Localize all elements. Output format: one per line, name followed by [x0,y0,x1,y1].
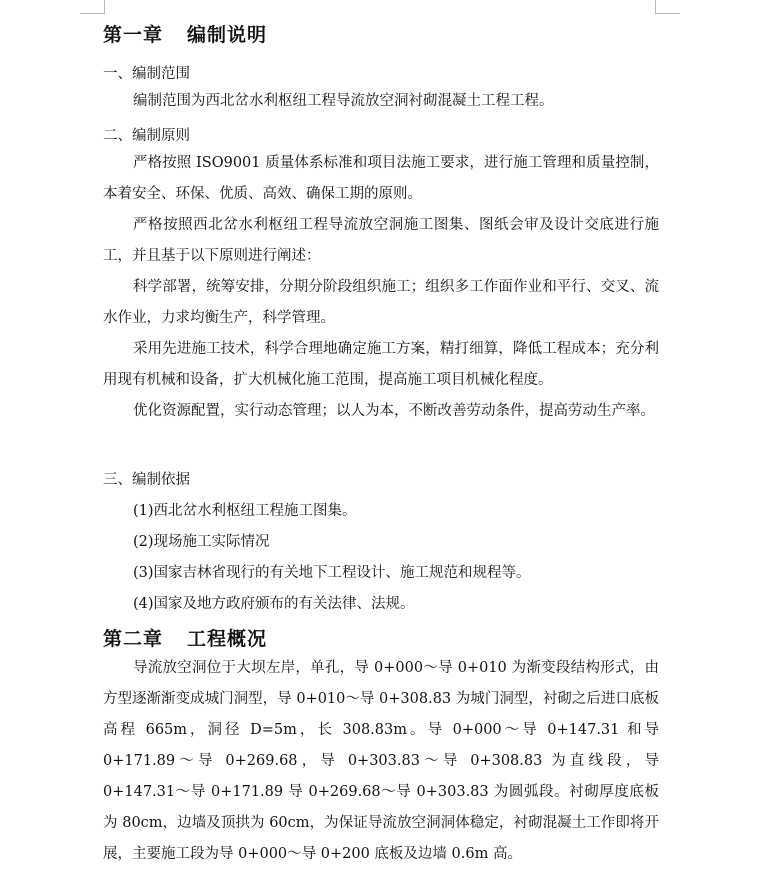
section-heading-principles: 二、编制原则 [103,128,190,144]
paragraph-scope: 编制范围为西北岔水利枢纽工程导流放空洞衬砌混凝土工程工程。 [133,93,554,109]
chapter-2-number: 第二章 [103,628,164,650]
list-item: (4)国家及地方政府颁布的有关法律、法规。 [133,596,415,612]
paragraph-overview: 导流放空洞位于大坝左岸，单孔，导 0+000～导 0+010 为渐变段结构形式，由方型逐渐渐变成城门洞型，导 0+010～导 0+308.83 为城门洞型，衬砌之后进口底板高程 665m，洞径 D=5m，长 308.83m。导 0+000～导 0+147.31 和导 0+171.89～导 0+269.68，导 0+303.83～导 0+308.83 为直线段，导 0+147.31～导 0+171.89 导 0+269.68～导 0+303.83 为圆弧段。衬砌厚度底板为 80cm，边墙及顶拱为 60cm，为保证导流放空洞洞体稳定，衬砌混凝土工作即将开展，主要施工段为导 0+000～导 0+200 底板及边墙 0.6m 高。 [103,660,659,862]
list-item: (2)现场施工实际情况 [133,534,270,550]
paragraph-principle-4: 采用先进施工技术，科学合理地确定施工方案，精打细算，降低工程成本；充分利用现有机械和设备，扩大机械化施工范围，提高施工项目机械化程度。 [103,341,659,388]
chapter-2-title [103,624,267,651]
chapter-2-title-text: 工程概况 [187,628,268,650]
list-item: (1)西北岔水利枢纽工程施工图集。 [133,503,357,519]
chapter-1-number: 第一章 [103,24,164,46]
section-heading-basis: 三、编制依据 [103,472,190,488]
chapter-1-title [103,20,267,47]
paragraph-principle-1: 严格按照 ISO9001 质量体系标准和项目法施工要求，进行施工管理和质量控制，本着安全、环保、优质、高效、确保工期的原则。 [103,155,659,202]
page-corner-mark-left [80,0,105,14]
section-heading-scope: 一、编制范围 [103,66,190,82]
paragraph-principle-2: 严格按照西北岔水利枢纽工程导流放空洞施工图集、图纸会审及设计交底进行施工，并且基于以下原则进行阐述： [103,217,659,264]
chapter-1-title-text: 编制说明 [187,24,268,46]
paragraph-principle-5: 优化资源配置，实行动态管理；以人为本，不断改善劳动条件，提高劳动生产率。 [133,403,655,419]
list-item: (3)国家吉林省现行的有关地下工程设计、施工规范和规程等。 [133,565,531,581]
page-corner-mark-right [655,0,680,14]
paragraph-principle-3: 科学部署，统筹安排，分期分阶段组织施工；组织多工作面作业和平行、交叉、流水作业，力求均衡生产，科学管理。 [103,279,659,326]
